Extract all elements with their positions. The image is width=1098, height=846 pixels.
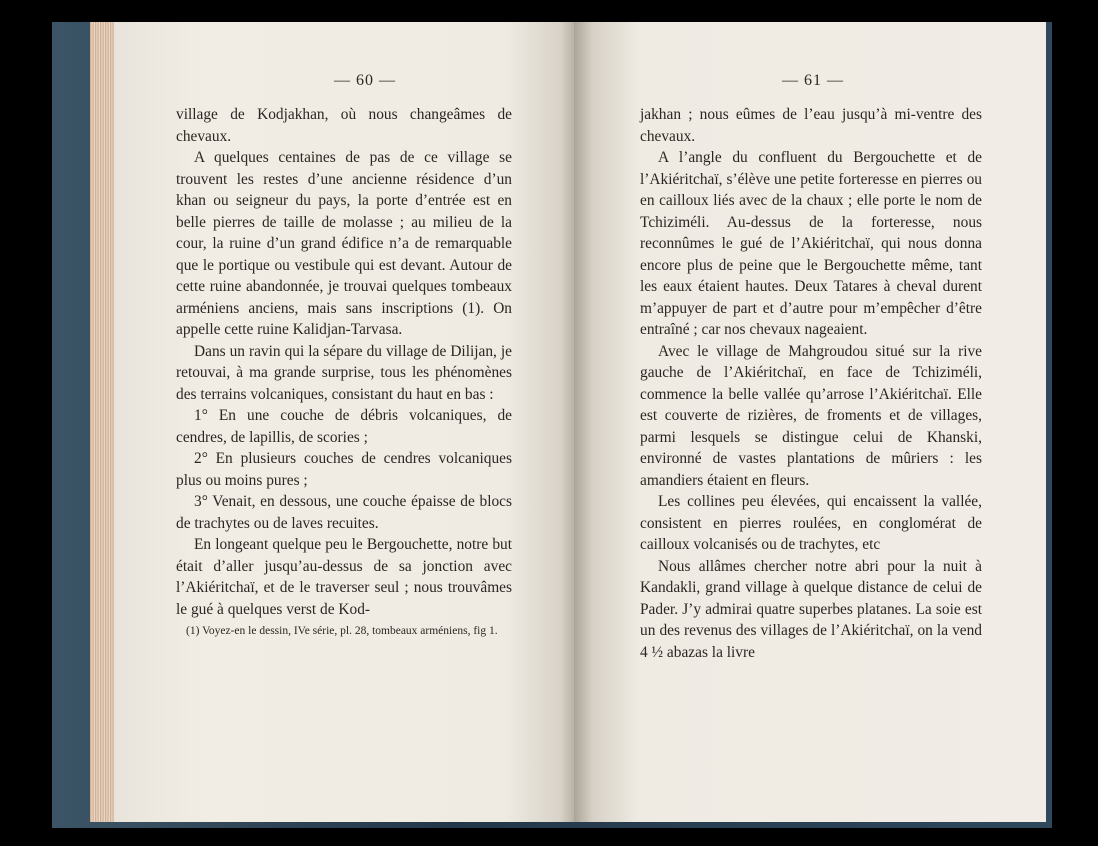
paragraph: Les collines peu élevées, qui encaissent la vallée, consistent en pierres roulées, en conglomérat de cailloux volcanisés ou de trachytes, etc xyxy=(640,493,982,553)
footnote-text: (1) Voyez-en le dessin, IVe série, pl. 28, tombeaux arméniens, fig 1. xyxy=(186,625,498,637)
left-page xyxy=(114,22,574,822)
paragraph: Nous allâmes chercher notre abri pour la nuit à Kandakli, grand village à quelque distance de celui de Pader. J’y admirai quatre superbes platanes. La soie est un des revenus des villages de l’Akiéritchaï, on la vend 4 ½ abazas la livre xyxy=(640,557,982,661)
page-edges xyxy=(90,22,116,822)
paragraph: village de Kodjakhan, où nous changeâmes de chevaux. xyxy=(176,106,512,145)
paragraph: 2° En plusieurs couches de cendres volcaniques plus ou moins pures ; xyxy=(176,450,512,489)
right-page xyxy=(574,22,1046,822)
paragraph: jakhan ; nous eûmes de l’eau jusqu’à mi-ventre des chevaux. xyxy=(640,106,982,145)
page-number-right: — 61 — xyxy=(782,72,844,89)
paragraph: 1° En une couche de débris volcaniques, de cendres, de lapillis, de scories ; xyxy=(176,407,512,446)
paragraph: En longeant quelque peu le Bergouchette, notre but était d’aller jusqu’au-dessus de sa jonction avec l’Akiéritchaï, et de le traverser seul ; nous trouvâmes le gué à quelques verst de Kod- xyxy=(176,536,512,618)
paragraph: A quelques centaines de pas de ce village se trouvent les restes d’une ancienne résidence d’un khan ou seigneur du pays, la porte d’entrée est en belle pierres de taille de molasse ; au milieu de la cour, la ruine d’un grand édifice n’a de remarquable que le portique ou vestibule qui est devant. Autour de cette ruine abandonnée, je trouvai quelques tombeaux arméniens anciens, mais sans inscriptions (1). On appelle cette ruine Kalidjan-Tarvasa. xyxy=(176,149,512,338)
paragraph: A l’angle du confluent du Bergouchette et de l’Akiéritchaï, s’élève une petite forteresse en pierres ou en cailloux liés avec de la chaux ; elle porte le nom de Tchiziméli. Au-dessus de la forteresse, nous reconnûmes le gué de l’Akiéritchaï, qui nous donna encore plus de peine que le Bergouchette même, tant les eaux étaient hautes. Deux Tatares à cheval durent m’appuyer de part et d’autre pour m’empêcher d’être entraîné ; car nos chevaux nageaient. xyxy=(640,149,982,338)
paragraph: Dans un ravin qui la sépare du village de Dilijan, je retouvai, à ma grande surprise, tous les phénomènes des terrains volcaniques, consistant du haut en bas : xyxy=(176,342,512,403)
paragraph: 3° Venait, en dessous, une couche épaisse de blocs de trachytes ou de laves recuites. xyxy=(176,493,512,532)
footnote xyxy=(176,624,512,639)
right-page-body xyxy=(640,104,982,663)
page-number-left: — 60 — xyxy=(334,72,396,89)
left-page-body xyxy=(176,104,512,620)
paragraph: Avec le village de Mahgroudou situé sur la rive gauche de l’Akiéritchaï, en face de Tchiziméli, commence la belle vallée qu’arrose l’Akiéritchaï. Elle est couverte de rizières, de froments et de villages, parmi lesquels se distingue celui de Khanski, environné de vastes plantations de mûriers : les amandiers étaient en fleurs. xyxy=(640,342,982,489)
